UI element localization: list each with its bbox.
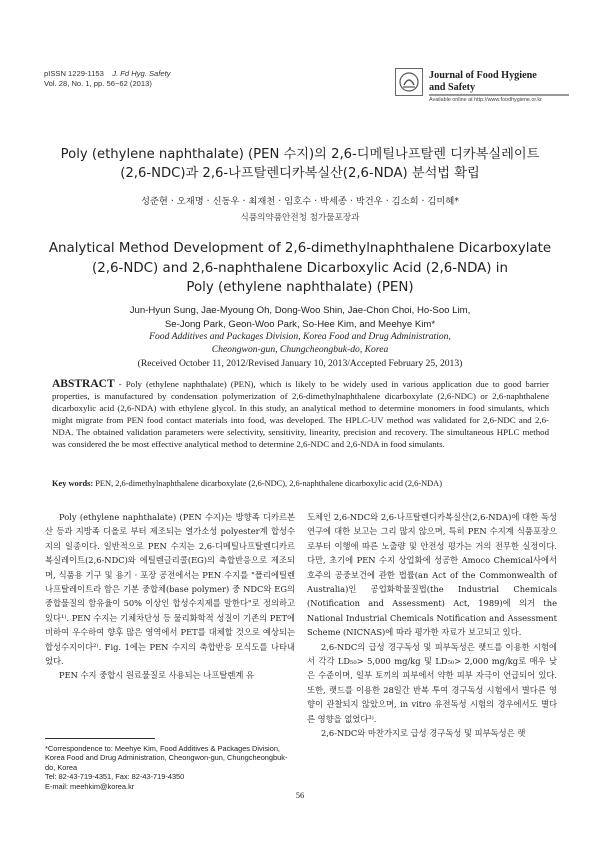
- email: E-mail: meehkim@korea.kr: [45, 781, 135, 791]
- abstract-text: - Poly (ethylene naphthalate) (PEN), which is likely to be widely used in various application due to good barrier properties, is manufactured by condensation polymerization of 2,6-dimethylnaphthalene dicarboxylate (2,6-NDC) or 2,6-naphthalene dicarboxylic acid (2,6-NDA) with ethylene glycol. In this study, an analytical method to determine monomers in food simulants, which might migrate from PEN food contact materials into food, was developed. The HPLC-UV method was validated for 2,6-NDC and 2,6-NDA. The obtained validation parameters were selectivity, sensitivity, linearity, precision and recovery. The simultaneous HPLC method was considered the be most effective analytical method to determine 2,6-NDC and 2,6-NDA in food simulants.: [52, 379, 549, 449]
- paragraph: Poly (ethylene naphthalate) (PEN 수지)는 방향족 디카르본산 등과 지방족 디올로 부터 제조되는 열가소성 polyester계 합성수지의 일종이다. 일반적으로 PEN 수지는 2,6-디메틸나프탈렌디카르복실레이트(2,6-NDC)와 에틸렌글리콜(EG)의 축합반응으로 제조되며, 식품용 기구 및 용기 · 포장 공전에서는 PEN 수지를 "폴리에틸렌나프탈레이트라 함은 기본 중합체(base polymer) 중 NDC와 EG의 중합물질의 함유율이 50% 이상인 합성수지제를 말한다"로 정의하고 있다¹⁾. PEN 수지는 기체차단성 등 물리화학적 성질이 기존의 PET에 비하여 우수하여 향후 많은 영역에서 PET를 대체할 것으로 예상되는 합성수지이다²⁾. Fig. 1에는 PEN 수지의 축합반응 모식도를 나타내었다.: [45, 512, 295, 667]
- received-dates: (Received October 11, 2012/Revised January 10, 2013/Accepted February 25, 2013): [137, 358, 463, 369]
- journal-citation: [44, 69, 171, 89]
- journal-abbrev: J. Fd Hyg. Safety: [112, 69, 171, 78]
- footnote-rule: [45, 738, 155, 739]
- abstract: [52, 378, 549, 450]
- volume-info: Vol. 28, No. 1, pp. 56~62 (2013): [44, 79, 152, 88]
- keywords-label: Key words:: [52, 479, 94, 488]
- body-right-column: [307, 510, 557, 741]
- keywords-text: PEN, 2,6-dimethylnaphthalene dicarboxylate (2,6-NDC), 2,6-naphthalene dicarboxylic acid (2,6-NDA): [93, 479, 443, 488]
- korean-authors: 성준현 · 오재명 · 신동우 · 최재천 · 임호수 · 박세종 · 박건우 · 김소희 · 김미혜*: [140, 196, 460, 207]
- journal-logo-icon: [395, 68, 423, 96]
- correspondence-footnote: *Correspondence to: Meehye Kim, Food Additives & Packages Division, Korea Food and Drug Administration, Cheongwon-gun, Chungcheongbuk-do, Korea Tel: 82-43-719-4351, Fax: 82-43-719-4350 E-mail: meehkim@korea.kr: [45, 744, 297, 791]
- paragraph: 2,6-NDC의 급성 경구독성 및 피부독성은 랫드를 이용한 시험에서 각각 LD₅₀> 5,000 mg/kg 및 LD₅₀> 2,000 mg/kg로 매우 낮은 수준이며, 일부 토끼의 피부에서 약한 피부 자극이 언급되어 있다. 또한, 랫드를 이용한 28일간 반복 투여 경구독성 시험에서 별다른 영향이 관찰되지 않았으며, in vitro 유전독성 시험의 경우에서도 별다른 영향을 없었다³⁾.: [307, 641, 557, 724]
- korean-title: Poly (ethylene naphthalate) (PEN 수지)의 2,6-디메틸나프탈렌 디카복실레이트 (2,6-NDC)과 2,6-나프탈렌디카복실산(2,6-NDA) 분석법 확립: [60, 147, 540, 181]
- english-authors: Jun-Hyun Sung, Jae-Myoung Oh, Dong-Woo Shin, Jae-Chon Choi, Ho-Soo Lim, Se-Jong Park, Geon-Woo Park, So-Hee Kim, and Meehye Kim*: [129, 305, 471, 330]
- english-affiliation: Food Additives and Packages Division, Korea Food and Drug Administration, Cheongwon-gun, Chungcheongbuk-do, Korea: [149, 331, 451, 355]
- keywords: [52, 478, 562, 489]
- body-left-column: [45, 510, 295, 683]
- issn: pISSN 1229-1153: [44, 69, 104, 78]
- journal-logo: [395, 68, 571, 116]
- paragraph: 2,6-NDC와 마찬가지로 급성 경구독성 및 피부독성은 랫: [321, 728, 526, 739]
- paragraph: 도체인 2,6-NDC와 2,6-나프탈렌디카복실산(2,6-NDA)에 대한 독성 연구에 대한 보고는 그리 많지 않으며, 특히 PEN 수지계 식품포장으로부터 이행에 따른 노출량 및 안전성 평가는 거의 전무한 실정이다. 다만, 초기에 PEN 수지 상업화에 성공한 Amoco Chemical사에서 호주의 공중보건에 관한 법률(an Act of the Commonwealth of Australia)인 공업화학물질법(the Industrial Chemicals (Notification and Assessment) Act, 1989)에 의거 the National Industrial Chemicals Notification and Assessment Scheme (NICNAS)에 따라 평가한 자료가 보고되고 있다.: [307, 512, 557, 638]
- journal-url: Available online at http://www.foodhygiene.or.kr: [429, 97, 542, 103]
- page-number: 56: [295, 790, 305, 800]
- abstract-label: ABSTRACT: [52, 378, 115, 390]
- journal-name: Journal of Food Hygiene and Safety: [429, 70, 537, 93]
- english-title: Analytical Method Development of 2,6-dimethylnaphthalene Dicarboxylate (2,6-NDC) and 2,6-naphthalene Dicarboxylic Acid (2,6-NDA) in Poly (ethylene naphthalate) (PEN): [48, 241, 552, 295]
- journal-rule: [429, 94, 569, 96]
- korean-affiliation: 식품의약품안전청 첨가물포장과: [240, 213, 360, 223]
- paragraph: PEN 수지 중합시 원료물질로 사용되는 나프탈렌계 유: [59, 670, 255, 681]
